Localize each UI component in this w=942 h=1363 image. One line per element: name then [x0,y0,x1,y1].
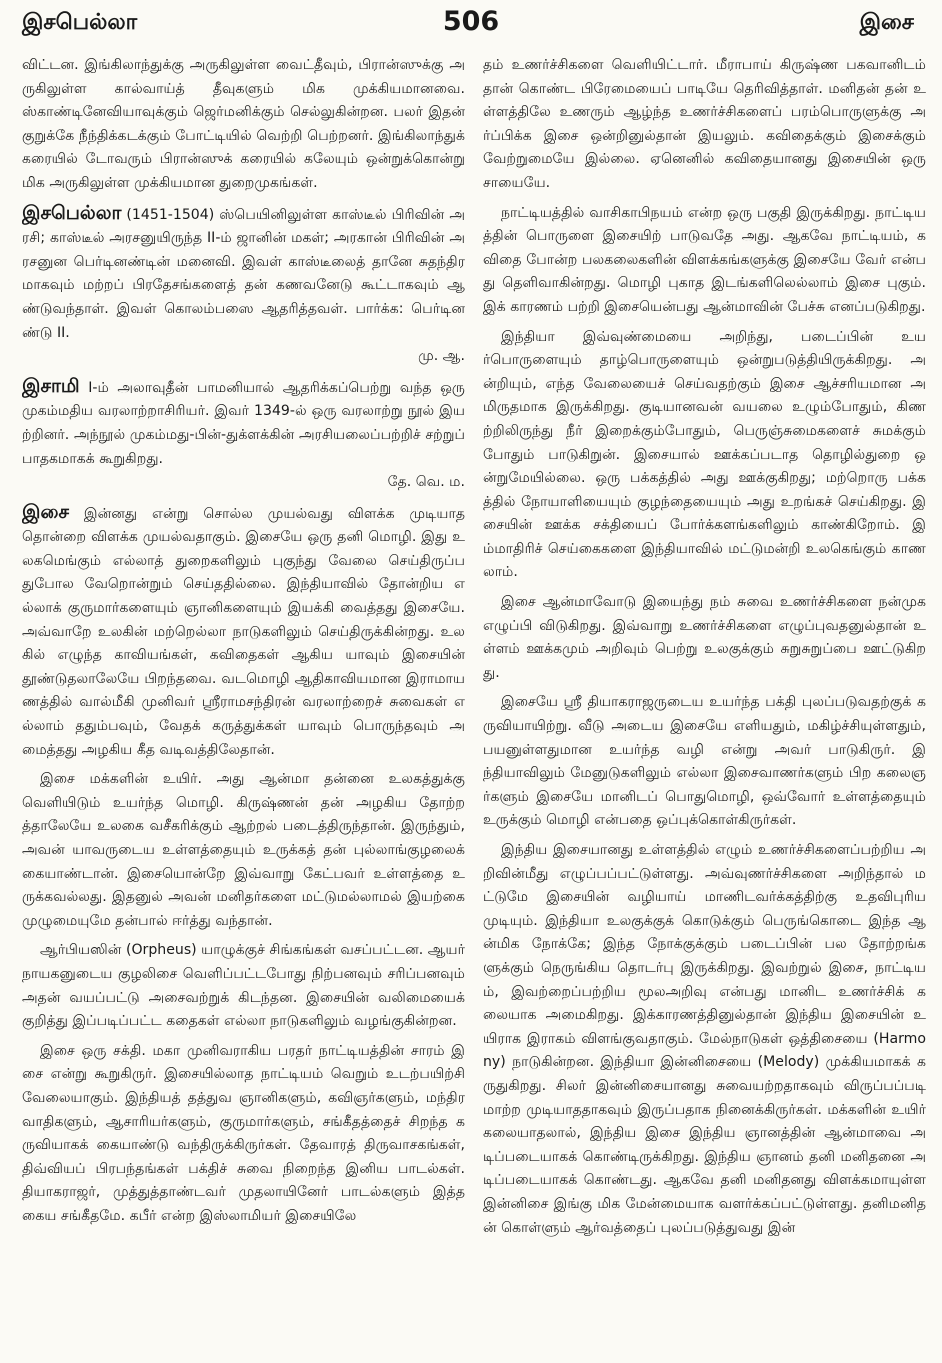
right-column [483,54,926,1354]
paragraph: விட்டன. இங்கிலாந்துக்கு அருகிலுள்ள வைட்தீவும், பிரான்ஸுக்கு அருகிலுள்ள கால்வாய்த் தீவுகளும் மிக முக்கியமானவை. ஸ்காண்டினேவியாவுக்கும் ஜெர்மனிக்கும் செல்லுகின்றன. பலர் இதன் குறுக்கே நீந்திக்கடக்கும் போட்டியில் வெற்றி பெற்றனர். இங்கிலாந்துக் கரையில் டோவரும் பிரான்ஸுக் கரையில் கலேயும் ஒன்றுக்கொன்று மிக அருகிலுள்ள முக்கியமான துறைமுகங்கள். [22,57,465,191]
entry-headword: இசாமி [22,374,80,397]
header-right-word: இசை [859,10,914,35]
paragraph: ஆர்பியஸின் (Orpheus) யாழுக்குச் சிங்கங்கள் வசப்பட்டன. ஆயர் நாயகனுடைய குழலிசை வெளிப்பட்டபோது நிற்பனவும் சரிப்பனவும் அதன் வயப்பட்டு அசைவற்றுக் கிடந்தன. இசையின் வலிமையைக் குறித்து இப்படிப்பட்ட கதைகள் எல்லா நாடுகளிலும் வழங்குகின்றன. [22,942,465,1030]
paragraph: இசை மக்களின் உயிர். அது ஆன்மா தன்னை உலகத்துக்கு வெளியிடும் உயர்ந்த மொழி. கிருஷ்ணன் தன் அழகிய தோற்றத்தாலேயே உலகை வசீகரிக்கும் ஆற்றல் படைத்திருந்தான். இருந்தும், அவன் யாவருடைய உள்ளத்தையும் உருக்கத் தன் புல்லாங்குழலைக் கையாண்டான். இசையொன்றே இவ்வாறு கேட்பவர் உள்ளத்தை உருக்கவல்லது. இதனுல் அவன் மனிதர்களை மட்டுமல்லாமல் இயற்கை முழுமையுமே தன்பால் ஈர்த்து வந்தான். [22,771,465,929]
paragraph: தம் உணர்ச்சிகளை வெளியிட்டார். மீராபாய் கிருஷ்ண பகவானிடம் தான் கொண்ட பிரேமையைப் பாடியே தெரிவித்தாள். மனிதன் தன் உள்ளத்திலே உணரும் ஆழ்ந்த உணர்ச்சிகளைப் பரம்பொருளுக்கு அர்ப்பிக்க இசை ஒன்றினுல்தான் இயலும். கவிதைக்கும் இசைக்கும் வேற்றுமையே இல்லை. ஏனெனில் கவிதையானது இசையின் ஒரு சாயையே. [483,57,926,191]
paragraph: நாட்டியத்தில் வாசிகாபிநயம் என்ற ஒரு பகுதி இருக்கிறது. நாட்டியத்தின் பொருளை இசையிற் பாடுவதே அது. ஆகவே நாட்டியம், கவிதை போன்ற பலகலைகளின் விளக்கங்களுக்கு இசையே வேர் என்பது தெளிவாகின்றது. மொழி புகாத இடங்களிலெல்லாம் இசை புகும். இக் காரணம் பற்றி இசையென்பது ஆன்மாவின் பேச்சு எனப்படுகிறது. [483,204,926,315]
header-left-word: இசபெல்லா [22,10,138,35]
paragraph: இசை ஒரு சக்தி. மகா முனிவராகிய பரதர் நாட்டியத்தின் சாரம் இசை என்று கூறுகிருர். இசையில்லாத நாட்டியம் வெறும் உடற்பயிற்சி வேலையாகும். இந்தியத் தத்துவ ஞானிகளும், கவிஞர்களும், மந்திரவாதிகளும், ஆசாரியர்களும், குருமார்களும், சங்கீதத்தைச் சிறந்த கருவியாகக் கையாண்டு வந்திருக்கிருர்கள். தேவாரத் திருவாசகங்கள், திவ்வியப் பிரபந்தங்கள் பக்திச் சுவை நிறைந்த இனிய பாடல்கள். தியாகராஜர், முத்துத்தாண்டவர் முதலாயினேர் பாடல்களும் இத்தகைய சங்கீதமே. கபீர் என்ற இஸ்லாமியர் இசையிலே [22,1042,465,1224]
entry-headword: இசை [22,500,69,523]
entry-isabella [22,202,465,369]
entry-headword: இசபெல்லா [22,201,122,224]
page-header [0,0,942,48]
entry-isai [22,501,465,763]
entry-signature: தே. வெ. ம. [387,474,465,491]
paragraph: இசை ஆன்மாவோடு இயைந்து நம் சுவை உணர்ச்சிகளை நன்முக எழுப்பி விடுகிறது. இவ்வாறு உணர்ச்சிகளை எழுப்புவதனுல்தான் உள்ளம் ஊக்கமும் அறிவும் பெற்று உலகுக்கும் சுறுசுறுப்பை ஊட்டுகிறது. [483,594,926,681]
entry-body: இன்னது என்று சொல்ல முயல்வது விளக்க முடியாததொன்றை விளக்க முயல்வதாகும். இசையே ஒரு தனி மொழி. இது உலகமெங்கும் எல்லாத் துறைகளிலும் புகுந்து வேலை செய்திருப்பதுபோல வேறொன்றும் செய்ததில்லை. இந்தியாவில் தோன்றிய எல்லாக் குருமார்களையும் ஞானிகளையும் இயக்கி வைத்தது இசையே. அவ்வாறே உலகின் மற்றெல்லா நாடுகளிலும் செய்திருக்கின்றது. உலகில் எழுந்த காவியங்கள், கவிதைகள் ஆகிய யாவும் இசையின் தூண்டுதலாலேயே பிறந்தவை. வடமொழி ஆதிகாவியமான இராமாயணத்தில் வால்மீகி முனிவர் ஸ்ரீராமசந்திரன் வரலாற்றைச் சுவைகள் எல்லாம் ததும்பவும், வேதக் கருத்துக்கள் யாவும் பொருந்தவும் அமைத்தது அழகிய கீத வடிவத்திலேதான். [22,505,465,758]
left-column [22,54,465,1354]
paragraph: இந்தியா இவ்வுண்மையை அறிந்து, படைப்பின் உயர்பொருளையும் தாழ்பொருளையும் ஒன்றுபடுத்தியிருக்கிறது. அன்றியும், எந்த வேலையைச் செய்வதற்கும் இசை ஆச்சரியமான அமிருதமாக இருக்கிறது. குடியானவன் வயலை உழும்போதும், கிணற்றிலிருந்து நீர் இறைக்கும்போதும், பெருஞ்சுமைகளைச் சுமக்கும் போதும் பாடுகிறுன். இசையால் ஊக்கப்படாத தொழில்துறை ஒன்றுமேயில்லை. ஒரு பக்கத்தில் அது ஊக்குகிறது; மற்றொரு பக்கத்தில் நோயாளியையும் குழந்தையையும் அது உறங்கச் செய்கிறது. இசையின் ஊக்க சக்தியைப் போர்க்களங்களிலும் காண்கிறோம். இம்மாதிரிச் செய்கைகளை இந்தியாவில் மட்டுமன்றி உலகெங்கும் காணலாம். [483,328,926,581]
paragraph: இசையே ஸ்ரீ தியாகராஜருடைய உயர்ந்த பக்தி புலப்படுவதற்குக் கருவியாயிற்று. வீடு அடைய இசையே எளியதும், மகிழ்ச்சியுள்ளதும், பயனுள்ளதுமான உயர்ந்த வழி என்று அவர் பாடுகிருர். இந்தியாவிலும் மேனுடுகளிலும் எல்லா இசைவாணர்களும் பிற கலைஞர்களும் இசையே மானிடப் பொதுமொழி, ஒவ்வோர் உள்ளத்தையும் உருக்கும் மொழி என்பதை ஒப்புக்கொள்கிருர்கள். [483,694,926,829]
entry-isami [22,375,465,495]
page-number: 506 [442,6,500,37]
paragraph: இந்திய இசையானது உள்ளத்தில் எழும் உணர்ச்சிகளைப்பற்றிய அறிவின்மீது எழுப்பப்பட்டுள்ளது. அவ்வுணர்ச்சிகளை அறிந்தால் மட்டுமே இசையின் வழியாய் மாணிடவர்க்கத்திற்கு உதவிபுரிய முடியும். இந்தியா உலகுக்குக் கொடுக்கும் பெருங்கொடை இந்த ஆன்மிக நோக்கே; இந்த நோக்குக்கும் படைப்பின் பல தோற்றங்களுக்கும் நெருங்கிய தொடர்பு இருக்கிறது. இவற்றுல் இசை, நாட்டியம், இவற்றைப்பற்றிய மூலஅறிவு என்பது மானிட உணர்ச்சிக் கலையாக அமைகிறது. இக்காரணத்தினுல்தான் இந்திய இசையின் உயிராக இராகம் விளங்குவதாகும். மேல்நாடுகள் ஒத்திசையை (Harmony) நாடுகின்றன. இந்தியா இன்னிசையை (Melody) முக்கியமாகக் கருதுகிறது. சிலர் இன்னிசையானது சுவையற்றதாகவும் விருப்பப்படி மாற்ற முடியாததாகவும் இருப்பதாக நினைக்கிருர்கள். மக்களின் உயிர் கலையாதலால், இந்திய இசை இந்திய ஞானத்தின் ஆன்மாவை அடிப்படையாகக் கொண்டிருக்கிறது. இந்திய ஞானம் தனி மனிதனை அடிப்படையாகக் கொண்டது. ஆகவே தனி மனிதனது விளக்கமாயுள்ள இன்னிசை இங்கு மிக மேன்மையாக வளர்க்கப்பட்டுள்ளது. தனிமனிதன் கொள்ளும் ஆர்வத்தைப் புலப்படுத்துவது இன் [483,842,926,1236]
entry-body: (1451-1504) ஸ்பெயினிலுள்ள காஸ்டீல் பிரிவின் அரசி; காஸ்டீல் அரசனுயிருந்த II-ம் ஜானின் மகள்; அரகான் பிரிவின் அரசனுன பெர்டினண்டின் மனைவி. இவள் காஸ்டீலைத் தானே சுதந்திரமாகவும் மற்றப் பிரதேசங்களைத் தன் கணவனேடு கூட்டாகவும் ஆண்டுவந்தாள். இவள் கொலம்பஸை ஆதரித்தவள். பார்க்க: பெர்டினண்டு II. [22,206,465,341]
entry-body: I-ம் அலாவுதீன் பாமனியால் ஆதரிக்கப்பெற்று வந்த ஒரு முகம்மதிய வரலாற்றாசிரியர். இவர் 1349-ல் ஒரு வரலாற்று நூல் இயற்றினர். அந்நூல் முகம்மது-பின்-துக்ளக்கின் அரசியலைப்பற்றிச் சற்றுப் பாதகமாகக் கூறுகிறது. [22,379,465,467]
entry-signature: மு. ஆ. [418,348,465,365]
